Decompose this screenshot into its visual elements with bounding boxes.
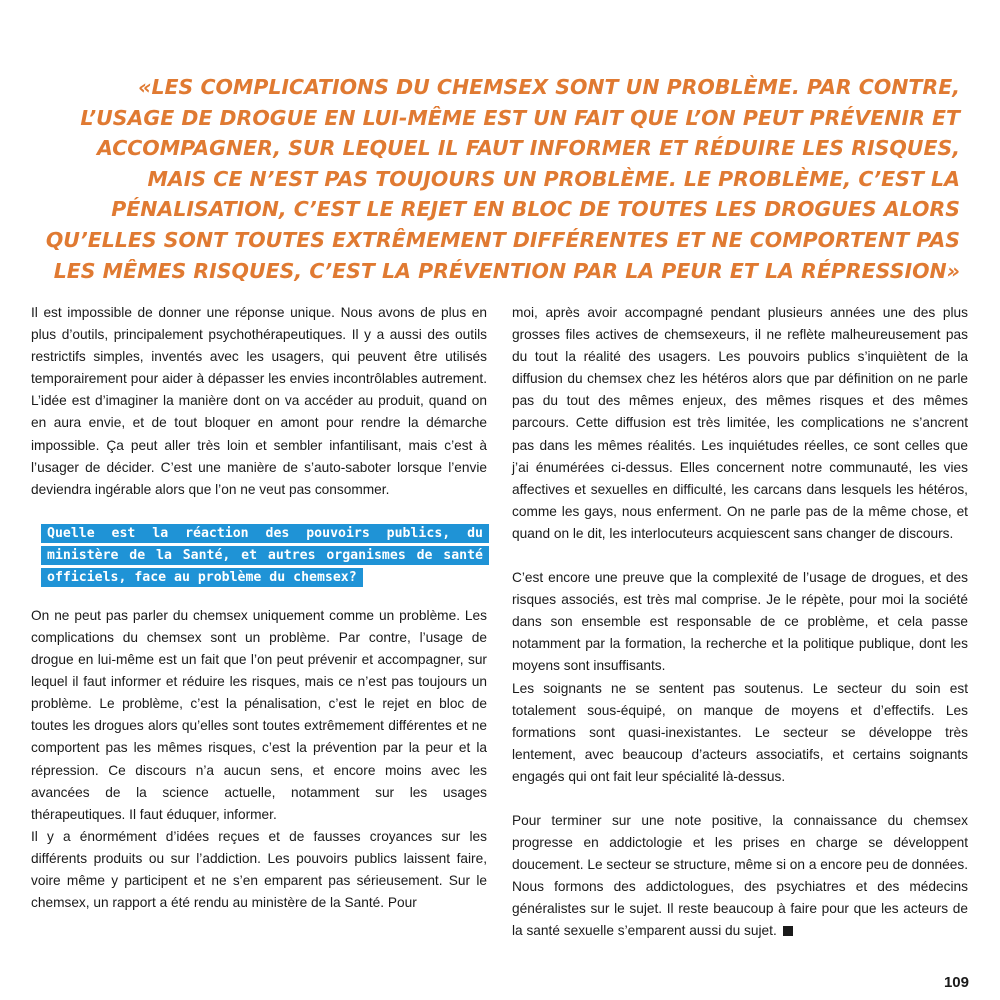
paragraph: Il est impossible de donner une réponse unique. Nous avons de plus en plus d’outils, principalement psychothérapeutiques. Il y a aussi des outils restrictifs simples, inventés avec les usagers, qui peuvent être utilisés temporairement pour aider à dépasser les envies incontrôlables autrement. L’idée est d’imaginer la manière dont on va accéder au produit, quand on en aura envie, et de tout bloquer en amont pour rendre la démarche impossible. Ça peut aller très loin et sembler infantilisant, mais c’est à l’usager de décider. C’est une manière de s’auto-saboter lorsque l’envie deviendra ingérable alors que l’on ne veut pas consommer. [31, 305, 487, 497]
paragraph: C’est encore une preuve que la complexité de l’usage de drogues, et des risques associés, est très mal comprise. Je le répète, pour moi la société dans son ensemble est responsable de ce problème, et cela passe notamment par la formation, la recherche et la politique publique, dont les moyens sont insuffisants. [512, 570, 968, 674]
paragraph: Il y a énormément d’idées reçues et de fausses croyances sur les différents produits ou sur l’addiction. Les pouvoirs publics laissent faire, voire même y participent et ne s’en emparent pas sérieusement. Sur le chemsex, un rapport a été rendu au ministère de la Santé. Pour [31, 828, 487, 911]
pull-quote: «LES COMPLICATIONS DU CHEMSEX SONT UN PROBLÈME. PAR CONTRE, L’USAGE DE DROGUE EN LUI-MÊME EST UN FAIT QUE L’ON PEUT PRÉVENIR ET ACCOMPAGNER, SUR LEQUEL IL FAUT INFORMER ET RÉDUIRE LES RISQUES, MAIS CE N’EST PAS TOUJOURS UN PROBLÈME. LE PROBLÈME, C’EST LA PÉNALISATION, C’EST LE REJET EN BLOC DE TOUTES LES DROGUES ALORS QU’ELLES SONT TOUTES EXTRÊMEMENT DIFFÉRENTES ET NE COMPORTENT PAS LES MÊMES RISQUES, C’EST LA PRÉVENTION PAR LA PEUR ET LA RÉPRESSION» [45, 75, 960, 283]
page-number: 109 [943, 974, 969, 991]
paragraph: Les soignants ne se sentent pas soutenus. Le secteur du soin est totalement sous-équipé, on manque de moyens et d’effectifs. Les formations sont quasi-inexistantes. Le secteur se développe très lentement, avec beaucoup d’acteurs associatifs, et certains soignants engagés qui ont fait leur spécialité là-dessus. [512, 680, 968, 784]
final-paragraph-text: Pour terminer sur une note positive, la connaissance du chemsex progresse en addictologie et les prises en charge se développent doucement. Le secteur se structure, même si on a encore peu de données. Nous formons des addictologues, des psychiatres et des médecins généralistes sur le sujet. Il reste beaucoup à faire pour que les acteurs de la santé sexuelle s’emparent aussi du sujet. [512, 812, 968, 939]
end-of-article-square-icon [783, 926, 793, 936]
question-text: Quelle est la réaction des pouvoirs publics, du ministère de la Santé, et autres organismes de santé officiels, face au problème du chemsex? [41, 524, 489, 587]
interview-question [41, 523, 489, 589]
left-column [31, 302, 487, 914]
paragraph-final [512, 810, 968, 943]
paragraph: moi, après avoir accompagné pendant plusieurs années une des plus grosses files actives de chemsexeurs, il ne reflète malheureusement pas du tout la réalité des usagers. Les pouvoirs publics s’inquiètent de la diffusion du chemsex chez les hétéros alors que par définition on ne parle pas du tout des mêmes enjeux, des mêmes risques et des mêmes parcours. Cette diffusion est très limitée, les complications ne s’ancrent pas dans les mêmes réalités. Les inquiétudes réelles, ce sont celles que j’ai énumérées ci-dessus. Elles concernent notre communauté, les vies affectives et sexuelles en difficulté, les carcans dans lesquels les hétéros, comme les gays, nous enferment. On ne parle pas de la même chose, et quand on le dit, les interlocuteurs acquiescent sans changer de discours. [512, 305, 968, 541]
right-column [512, 302, 968, 943]
paragraph: On ne peut pas parler du chemsex uniquement comme un problème. Les complications du chemsex sont un problème. Par contre, l’usage de drogue en lui-même est un fait que l’on peut prévenir et accompagner, sur lequel il faut informer et réduire les risques, mais ce n’est pas toujours un problème. Le problème, c’est la pénalisation, c’est le rejet en bloc de toutes les drogues alors qu’elles sont toutes extrêmement différentes et ne comportent pas les mêmes risques, c’est la prévention par la peur et la répression. Ce discours n’a aucun sens, et encore moins avec les avancées de la science actuelle, notamment sur les usages thérapeutiques. Il faut éduquer, informer. [31, 607, 487, 822]
